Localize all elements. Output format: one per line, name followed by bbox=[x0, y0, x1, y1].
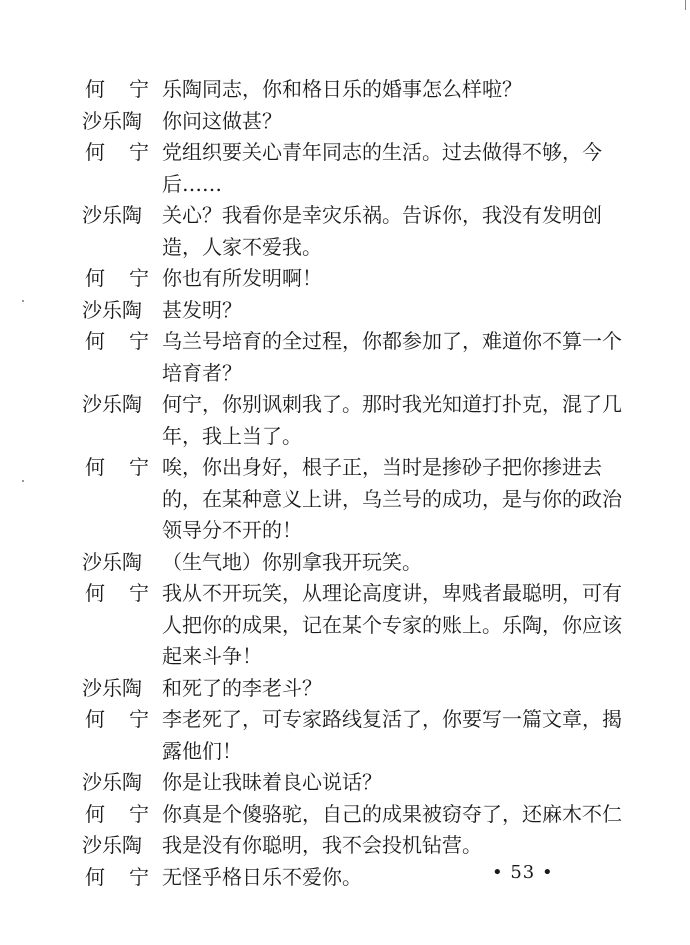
dialogue-line bbox=[82, 547, 622, 579]
dialogue-text: 何宁，你别讽刺我了。那时我光知道打扑克，混了几年，我上当了。 bbox=[162, 392, 622, 448]
speaker-name: 何宁 bbox=[85, 455, 173, 479]
speaker-name: 何宁 bbox=[85, 801, 173, 826]
speaker-name: 何宁 bbox=[85, 581, 173, 605]
dialogue-line bbox=[82, 704, 622, 767]
speaker-name: 沙乐陶 bbox=[82, 549, 142, 574]
speaker-name: 何宁 bbox=[85, 140, 173, 164]
dialogue-text: 你真是个傻骆驼，自己的成果被窃夺了，还麻木不仁 bbox=[162, 801, 622, 826]
scan-corner-mark bbox=[685, 0, 686, 10]
dialogue-text: 甚发明？ bbox=[162, 297, 242, 322]
dialogue-text: 我是没有你聪明，我不会投机钻营。 bbox=[162, 833, 482, 857]
dialogue-line bbox=[82, 389, 622, 452]
dialogue-block bbox=[82, 74, 622, 893]
dialogue-line bbox=[82, 137, 622, 200]
speaker-name: 沙乐陶 bbox=[82, 203, 142, 227]
speaker-name: 何宁 bbox=[85, 329, 173, 353]
speaker-name: 沙乐陶 bbox=[82, 392, 142, 416]
dialogue-text: 和死了的李老斗？ bbox=[162, 675, 322, 700]
dialogue-line bbox=[82, 830, 622, 862]
speaker-name: 沙乐陶 bbox=[82, 675, 142, 700]
dialogue-text: 你问这做甚？ bbox=[162, 108, 282, 133]
page-number: • 53 • bbox=[492, 862, 554, 883]
dialogue-line bbox=[82, 263, 622, 295]
dialogue-text: 关心？我看你是幸灾乐祸。告诉你，我没有发明创造，人家不爱我。 bbox=[162, 203, 602, 259]
dialogue-text: 李老死了，可专家路线复活了，你要写一篇文章，揭露他们！ bbox=[162, 707, 622, 763]
dialogue-text: 乐陶同志，你和格日乐的婚事怎么样啦？ bbox=[162, 77, 522, 101]
margin-speck bbox=[22, 480, 24, 482]
dialogue-line bbox=[82, 295, 622, 327]
dialogue-text: 无怪乎格日乐不爱你。 bbox=[162, 864, 362, 889]
speaker-name: 沙乐陶 bbox=[82, 297, 142, 322]
speaker-name: 何宁 bbox=[85, 864, 173, 889]
margin-speck bbox=[22, 300, 24, 302]
dialogue-line bbox=[82, 673, 622, 705]
speaker-name: 何宁 bbox=[85, 77, 173, 101]
speaker-name: 沙乐陶 bbox=[82, 833, 142, 857]
speaker-name: 沙乐陶 bbox=[82, 108, 142, 133]
dialogue-text: 党组织要关心青年同志的生活。过去做得不够，今后…… bbox=[162, 140, 602, 196]
dialogue-text: 唉，你出身好，根子正，当时是掺砂子把你掺进去的，在某种意义上讲，乌兰号的成功，是与你的政治领导分不开的！ bbox=[162, 455, 622, 542]
dialogue-text: 你是让我昧着良心说话？ bbox=[162, 770, 382, 794]
dialogue-text: 我从不开玩笑，从理论高度讲，卑贱者最聪明，可有人把你的成果，记在某个专家的账上。乐陶，你应该起来斗争！ bbox=[162, 581, 622, 668]
dialogue-line bbox=[82, 200, 622, 263]
dialogue-line bbox=[82, 106, 622, 138]
dialogue-line bbox=[82, 326, 622, 389]
dialogue-line bbox=[82, 578, 622, 673]
dialogue-line bbox=[82, 452, 622, 547]
dialogue-text: （生气地）你别拿我开玩笑。 bbox=[162, 549, 422, 574]
dialogue-line bbox=[82, 799, 622, 831]
speaker-name: 沙乐陶 bbox=[82, 770, 142, 794]
speaker-name: 何宁 bbox=[85, 266, 173, 290]
dialogue-line bbox=[82, 74, 622, 106]
speaker-name: 何宁 bbox=[85, 707, 173, 731]
dialogue-line bbox=[82, 767, 622, 799]
dialogue-text: 乌兰号培育的全过程，你都参加了，难道你不算一个培育者？ bbox=[162, 329, 622, 385]
dialogue-text: 你也有所发明啊！ bbox=[162, 266, 322, 290]
